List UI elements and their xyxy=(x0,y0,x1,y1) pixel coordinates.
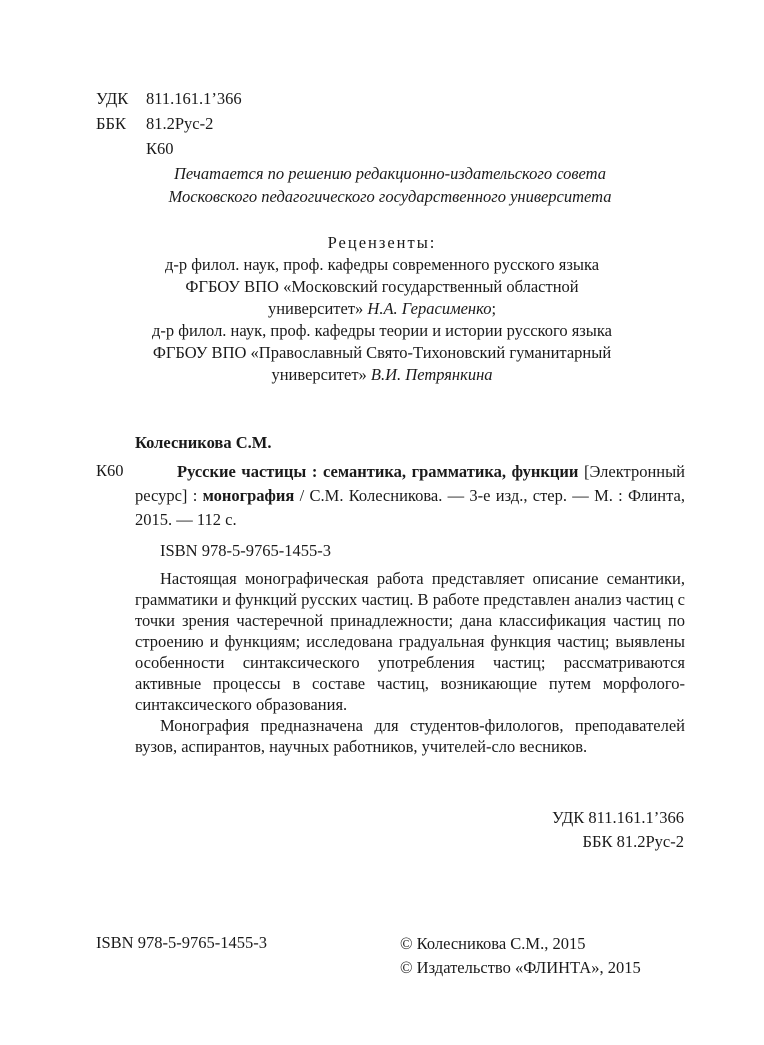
reviewer1-punct: ; xyxy=(491,299,497,318)
classification-right xyxy=(552,806,684,854)
author-mark: К60 xyxy=(146,139,174,158)
bibliographic-author: Колесникова С.М. xyxy=(135,433,272,452)
approval-line-2: Московского педагогического государственного университета xyxy=(168,187,612,206)
abstract-paragraph-1: Настоящая монографическая работа представляет описание семантики, грамматики и функций русских частиц. В работе представлен анализ частиц с точки зрения частеречной принадлежности; дана классификация частиц по строению и функциям; исследована градуальная функция частиц; выявлены особенности синтаксического употребления частиц; рассматриваются активные процессы в составе частиц, возникающие путем морфолого-синтаксического образования. xyxy=(135,569,685,714)
publication-type: монография xyxy=(202,486,295,505)
reviewer2-line-2: ФГБОУ ВПО «Православный Свято-Тихоновский гуманитарный xyxy=(152,343,612,362)
reviewers-block xyxy=(60,232,704,386)
udk-right: УДК 811.161.1’366 xyxy=(551,808,684,827)
resource-type: [Электронный ресурс] : xyxy=(135,462,686,505)
bibliographic-author-mark: К60 xyxy=(96,461,124,480)
reviewer2-affiliation-end: университет» xyxy=(271,365,367,384)
reviewer1-name: Н.А. Герасименко xyxy=(367,299,492,318)
copyright-publisher: © Издательство «ФЛИНТА», 2015 xyxy=(400,958,641,977)
udk-value: 811.161.1’366 xyxy=(146,89,242,108)
edition-details: / С.М. Колесникова. — 3-е изд., стер. — М. : Флинта, 2015. — 112 с. xyxy=(135,486,685,529)
reviewer1-line-3 xyxy=(60,298,704,320)
reviewers-title: Рецензенты: xyxy=(327,233,437,252)
reviewer1-line-1: д-р филол. наук, проф. кафедры современного русского языка xyxy=(164,255,600,274)
reviewer1-line-2: ФГБОУ ВПО «Московский государственный областной xyxy=(185,277,579,296)
classification-codes xyxy=(96,86,242,161)
bibliographic-description xyxy=(135,460,685,532)
reviewer2-line-3 xyxy=(60,364,704,386)
udk-label: УДК xyxy=(96,89,129,108)
reviewer2-name: В.И. Петрянкина xyxy=(370,365,493,384)
publication-approval xyxy=(120,162,660,208)
isbn-main: ISBN 978-5-9765-1455-3 xyxy=(160,541,331,560)
abstract-paragraph-2: Монография предназначена для студентов-филологов, преподавателей вузов, аспирантов, научных работников, учителей-сло весников. xyxy=(135,716,685,756)
copyright-author: © Колесникова С.М., 2015 xyxy=(400,934,586,953)
approval-line-1: Печатается по решению редакционно-издательского совета xyxy=(173,164,607,183)
bbk-right: ББК 81.2Рус-2 xyxy=(582,832,684,851)
abstract xyxy=(135,568,685,757)
bbk-value: 81.2Рус-2 xyxy=(146,114,214,133)
reviewer1-affiliation-end: университет» xyxy=(267,299,364,318)
book-title: Русские частицы : семантика, грамматика, функции xyxy=(177,462,579,481)
bbk-label: ББК xyxy=(96,114,126,133)
copyright-block xyxy=(400,932,641,980)
isbn-footer: ISBN 978-5-9765-1455-3 xyxy=(96,933,267,952)
reviewer2-line-1: д-р филол. наук, проф. кафедры теории и истории русского языка xyxy=(152,321,612,340)
